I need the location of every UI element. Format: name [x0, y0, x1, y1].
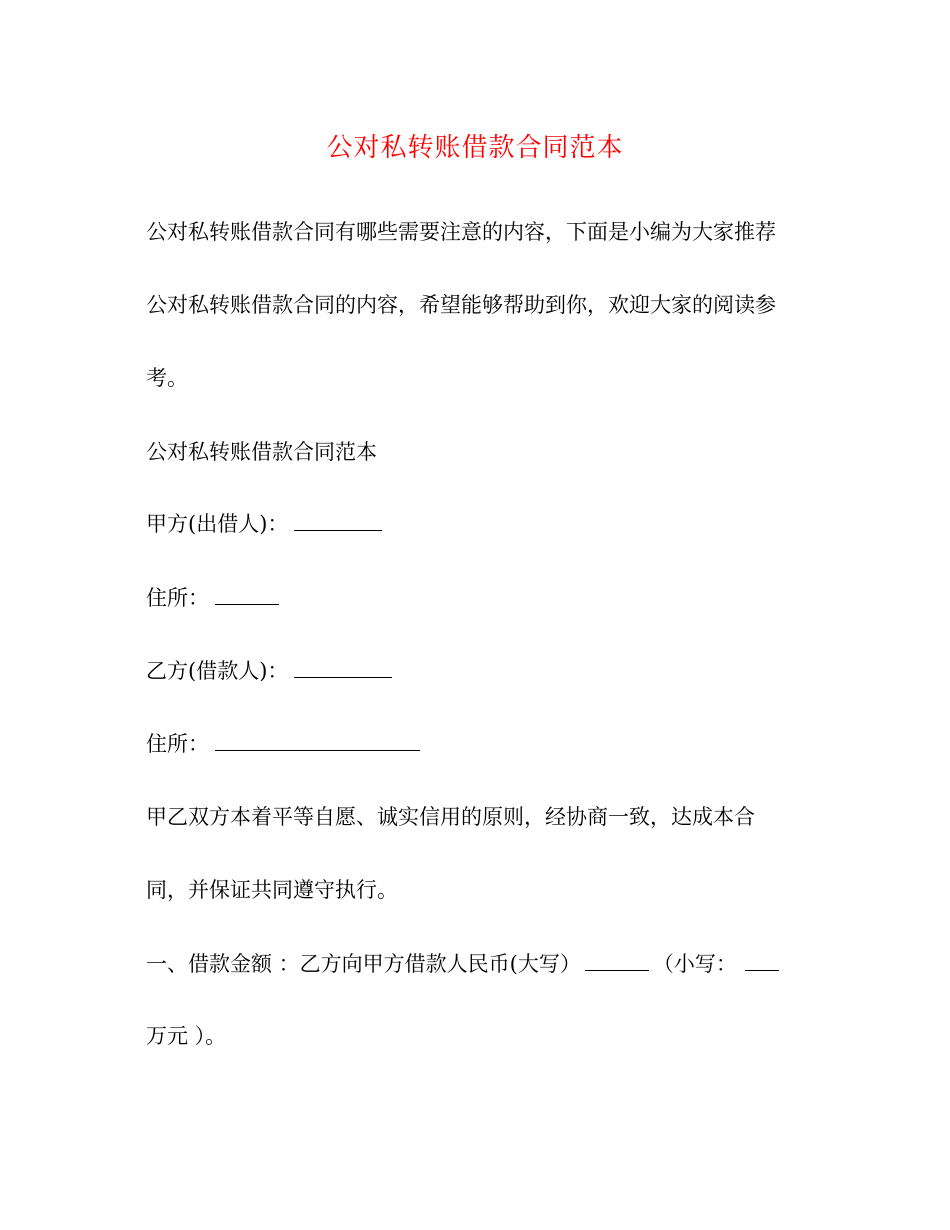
document-title: 公对私转账借款合同范本 [326, 133, 624, 163]
party-a-label: 甲方(出借人)： [146, 512, 289, 536]
party-b-row [146, 655, 392, 687]
agreement-line-2: 同，并保证共同遵守执行。 [146, 878, 398, 902]
clause-1-line-2: 万元 ）。 [146, 1024, 227, 1048]
clause-1-line-1 [146, 948, 779, 980]
intro-line-3: 考。 [146, 366, 188, 390]
contract-subtitle: 公对私转账借款合同范本 [146, 440, 377, 464]
party-a-address-label: 住所： [146, 586, 209, 610]
clause-1-number-blank [745, 948, 779, 971]
intro-line-1: 公对私转账借款合同有哪些需要注意的内容，下面是小编为大家推荐 [146, 220, 776, 244]
agreement-line-1: 甲乙双方本着平等自愿、诚实信用的原则，经协商一致，达成本合 [146, 805, 755, 829]
party-b-address-row [146, 728, 420, 760]
clause-1-text-a: 一、借款金额 ：乙方向甲方借款人民币(大写） [146, 952, 581, 976]
clause-1-text-b: （小写： [652, 952, 737, 976]
party-a-address-row [146, 582, 279, 614]
party-a-blank [294, 508, 382, 531]
party-a-row [146, 508, 382, 540]
party-a-address-blank [215, 582, 279, 605]
clause-1-amount-blank [585, 948, 649, 971]
party-b-label: 乙方(借款人)： [146, 659, 289, 683]
intro-line-2: 公对私转账借款合同的内容，希望能够帮助到你，欢迎大家的阅读参 [146, 293, 776, 317]
party-b-address-blank [215, 728, 420, 751]
party-b-blank [294, 655, 392, 678]
party-b-address-label: 住所： [146, 732, 209, 756]
